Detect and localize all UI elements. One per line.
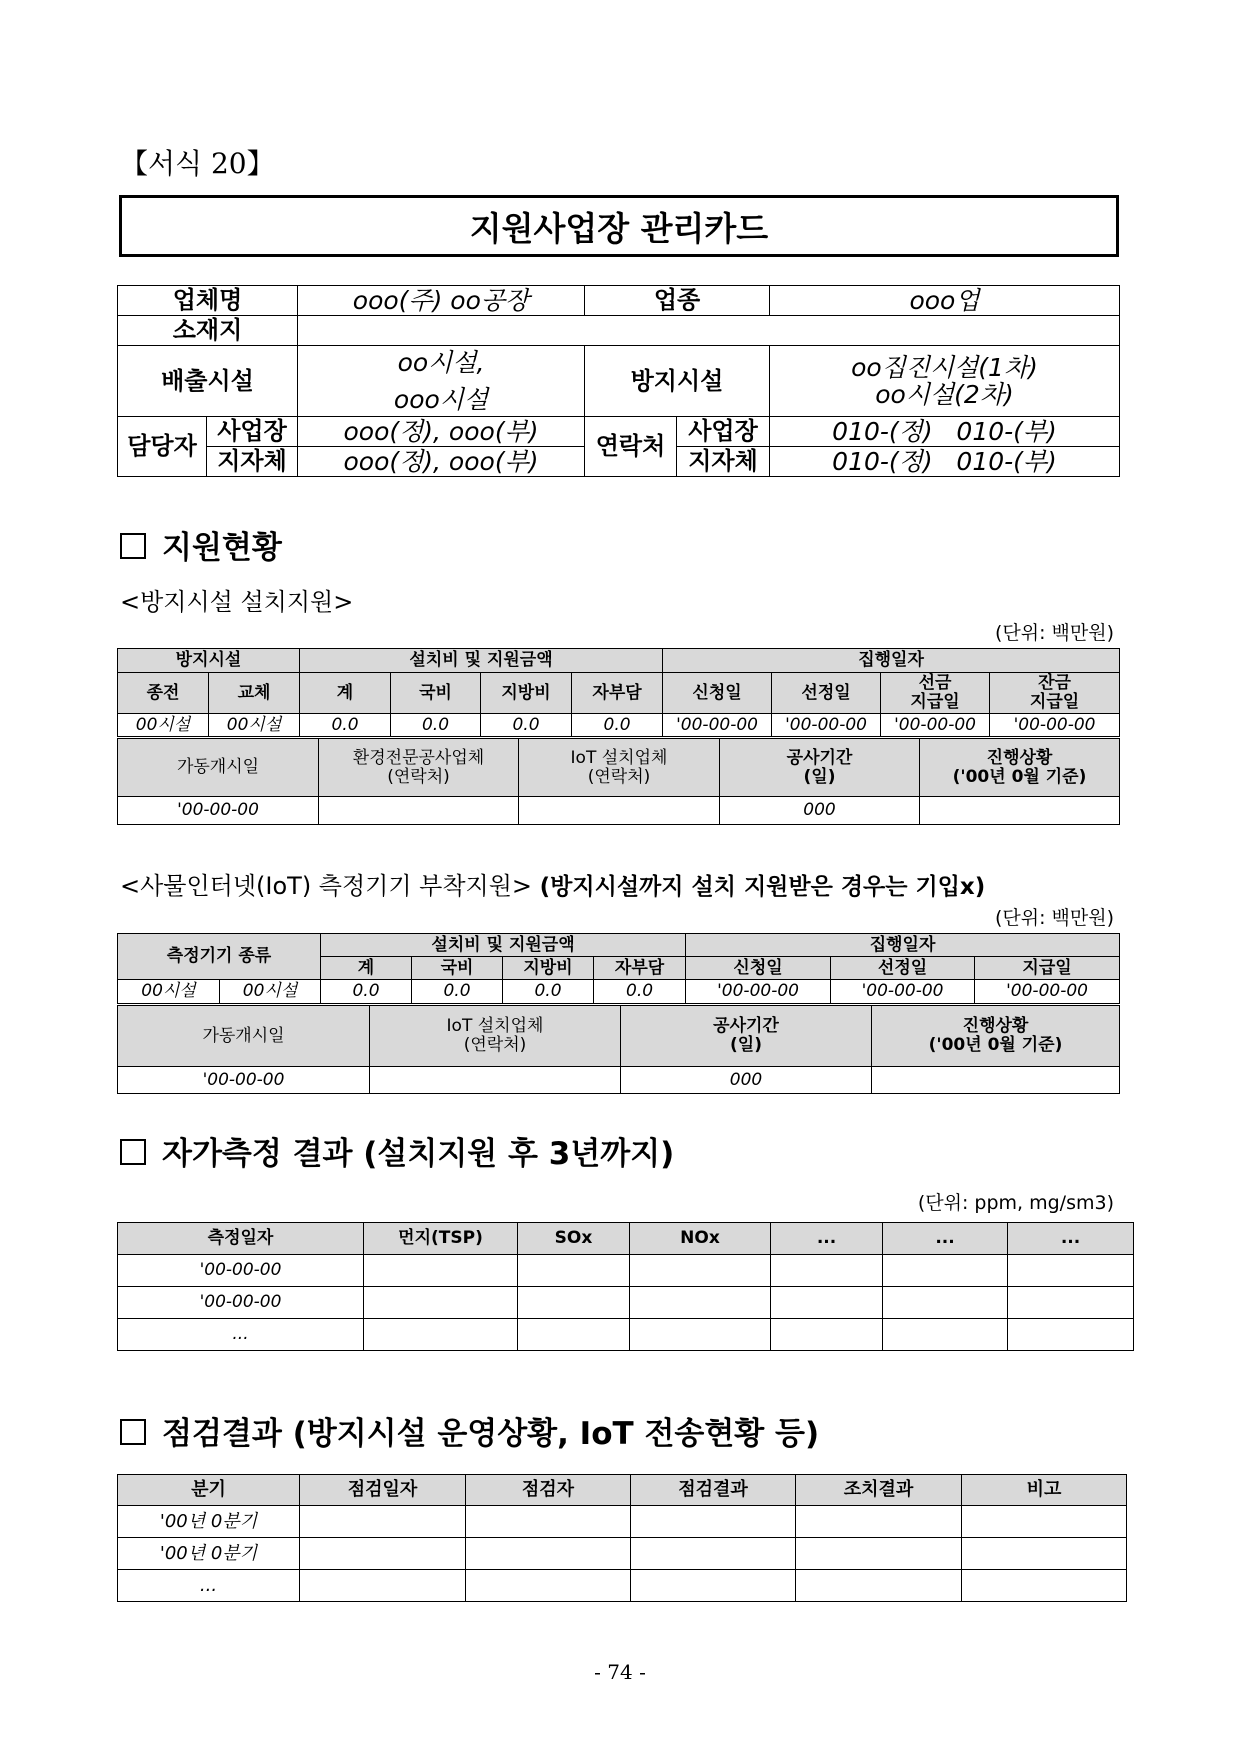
self-measure-header-1: 먼지(TSP): [364, 1223, 518, 1255]
col-period-line-1: 공사기간: [713, 1016, 779, 1037]
self-measure-row-label: ...: [118, 1319, 364, 1351]
self-measure-cell: [883, 1319, 1008, 1351]
prevention-facility-line-1: oo집진시설(1차): [851, 352, 1038, 382]
iot-subtitle-plain: <사물인터넷(IoT) 측정기기 부착지원>: [120, 872, 533, 900]
col-iot-line-2: (연락처): [587, 766, 651, 787]
self-measure-cell: [518, 1319, 630, 1351]
col-facility: 방지시설: [118, 649, 300, 673]
col-cost: 설치비 및 지원금액: [300, 649, 663, 673]
col-balance-pay: [990, 673, 1120, 714]
inspection-header-5: 비고: [962, 1475, 1127, 1506]
install-support-table: [117, 648, 1120, 737]
inspection-row-label: '00년 0분기: [118, 1538, 300, 1570]
col-env-company: [319, 739, 519, 797]
cell-balance-date: '00-00-00: [990, 714, 1120, 737]
cell-period: 000: [720, 797, 920, 825]
company-name-label: 업체명: [118, 286, 298, 316]
col-start-date: 가동개시일: [118, 739, 319, 797]
self-measure-cell: [630, 1287, 771, 1319]
cell-device-1: 00시설: [118, 980, 220, 1004]
self-measure-cell: [364, 1319, 518, 1351]
col-cost: 설치비 및 지원금액: [321, 934, 686, 957]
cell-before: 00시설: [118, 714, 209, 737]
cell-total: 0.0: [321, 980, 412, 1004]
cell-apply-date: '00-00-00: [663, 714, 772, 737]
inspection-cell: [631, 1570, 796, 1602]
self-measure-cell: [518, 1287, 630, 1319]
iot-support-table: [117, 933, 1120, 1004]
col-period: [720, 739, 920, 797]
cell-select-date: '00-00-00: [831, 980, 975, 1004]
self-measure-cell: [364, 1255, 518, 1287]
inspection-cell: [466, 1506, 631, 1538]
checkbox-square-icon: [120, 533, 146, 559]
self-measure-cell: [883, 1287, 1008, 1319]
inspection-cell: [466, 1570, 631, 1602]
col-local: 지방비: [481, 673, 572, 714]
col-pay-date: 지급일: [975, 957, 1120, 980]
inspection-cell: [300, 1570, 466, 1602]
self-measure-table: [117, 1222, 1134, 1351]
col-replace: 교체: [209, 673, 300, 714]
cell-progress: [920, 797, 1120, 825]
cell-advance-date: '00-00-00: [881, 714, 990, 737]
inspection-cell: [962, 1506, 1127, 1538]
col-select-date: 선정일: [772, 673, 881, 714]
self-measure-header-0: 측정일자: [118, 1223, 364, 1255]
col-start-date: 가동개시일: [118, 1006, 370, 1067]
checkbox-square-icon: [120, 1139, 146, 1165]
col-progress: [872, 1006, 1120, 1067]
self-measure-header-2: SOx: [518, 1223, 630, 1255]
col-iot-line-1: IoT 설치업체: [446, 1016, 544, 1037]
iot-support-table-2: [117, 1005, 1120, 1094]
cell-start-date: '00-00-00: [118, 797, 319, 825]
col-env-line-1: 환경전문공사업체: [352, 747, 485, 768]
manager-local-label: 지자체: [207, 447, 298, 477]
inspection-cell: [796, 1506, 962, 1538]
cell-local: 0.0: [503, 980, 594, 1004]
cell-progress: [872, 1067, 1120, 1094]
emission-facility-line-1: oo시설,: [397, 347, 485, 377]
self-measure-cell: [630, 1255, 771, 1287]
col-select-date: 선정일: [831, 957, 975, 980]
col-exec-date: 집행일자: [663, 649, 1120, 673]
col-iot-company: [519, 739, 720, 797]
col-balance-line-1: 잔금: [1038, 673, 1071, 694]
col-period-line-2: (일): [730, 1035, 762, 1055]
col-self: 자부담: [594, 957, 686, 980]
self-measure-cell: [630, 1319, 771, 1351]
inspection-row-label: '00년 0분기: [118, 1506, 300, 1538]
self-measure-cell: [1008, 1255, 1134, 1287]
col-progress-line-2: ('00년 0월 기준): [952, 766, 1087, 787]
self-measure-header-3: NOx: [630, 1223, 771, 1255]
col-balance-line-2: 지급일: [1029, 692, 1080, 712]
manager-local-value: ooo(정), ooo(부): [298, 447, 585, 477]
page-number: - 74 -: [594, 1660, 646, 1684]
self-measure-row-label: '00-00-00: [118, 1255, 364, 1287]
inspection-cell: [631, 1538, 796, 1570]
inspection-table: [117, 1474, 1127, 1602]
cell-apply-date: '00-00-00: [686, 980, 831, 1004]
cell-pay-date: '00-00-00: [975, 980, 1120, 1004]
inspection-cell: [796, 1570, 962, 1602]
install-unit-label: (단위: 백만원): [994, 622, 1114, 644]
col-env-line-2: (연락처): [387, 766, 450, 787]
install-support-subtitle: <방지시설 설치지원>: [120, 588, 354, 616]
col-national: 국비: [412, 957, 503, 980]
self-measure-cell: [364, 1287, 518, 1319]
inspection-cell: [466, 1538, 631, 1570]
prevention-facility-line-2: oo시설(2차): [875, 380, 1014, 409]
cell-national: 0.0: [412, 980, 503, 1004]
support-section-heading: [120, 522, 282, 567]
col-iot-line-2: (연락처): [463, 1035, 527, 1055]
self-measure-cell: [771, 1319, 883, 1351]
self-measure-heading: [120, 1128, 674, 1173]
col-period-line-1: 공사기간: [786, 747, 853, 768]
col-iot-line-1: IoT 설치업체: [570, 747, 668, 768]
company-info-table: [117, 285, 1120, 477]
col-progress-line-1: 진행상황: [986, 747, 1053, 768]
col-period: [621, 1006, 872, 1067]
emission-facility-label: 배출시설: [118, 346, 298, 417]
location-value: [298, 316, 1120, 346]
cell-total: 0.0: [300, 714, 391, 737]
self-measure-header-6: ...: [1008, 1223, 1134, 1255]
inspection-heading: [120, 1408, 819, 1453]
industry-label: 업종: [585, 286, 770, 316]
location-label: 소재지: [118, 316, 298, 346]
prevention-facility-value: [770, 346, 1120, 417]
inspection-cell: [631, 1506, 796, 1538]
inspection-row-label: ...: [118, 1570, 300, 1602]
prevention-facility-label: 방지시설: [585, 346, 770, 417]
col-apply-date: 신청일: [663, 673, 772, 714]
manager-site-label: 사업장: [207, 417, 298, 447]
col-exec-date: 집행일자: [686, 934, 1120, 957]
industry-value: ooo업: [770, 286, 1120, 316]
col-self: 자부담: [572, 673, 663, 714]
col-before: 종전: [118, 673, 209, 714]
self-measure-cell: [771, 1287, 883, 1319]
contact-site-label: 사업장: [677, 417, 770, 447]
contact-label: 연락처: [585, 417, 677, 477]
self-measure-header-4: ...: [771, 1223, 883, 1255]
inspection-cell: [962, 1538, 1127, 1570]
form-label: 【서식 20】: [120, 147, 275, 180]
iot-support-subtitle: [120, 866, 985, 901]
cell-national: 0.0: [391, 714, 481, 737]
inspection-cell: [796, 1538, 962, 1570]
cell-self: 0.0: [572, 714, 663, 737]
col-national: 국비: [391, 673, 481, 714]
iot-unit-label: (단위: 백만원): [994, 907, 1114, 929]
inspection-heading-text: 점검결과 (방지시설 운영상황, IoT 전송현황 등): [162, 1416, 820, 1452]
self-measure-unit-label: (단위: ppm, mg/sm3): [917, 1192, 1114, 1214]
col-progress-line-2: ('00년 0월 기준): [928, 1035, 1063, 1055]
inspection-header-0: 분기: [118, 1475, 300, 1506]
inspection-header-1: 점검일자: [300, 1475, 466, 1506]
col-advance-line-1: 선금: [918, 673, 952, 694]
inspection-header-4: 조치결과: [796, 1475, 962, 1506]
self-measure-cell: [518, 1255, 630, 1287]
contact-local-value: 010-(정) 010-(부): [770, 447, 1120, 477]
inspection-cell: [300, 1538, 466, 1570]
self-measure-cell: [771, 1255, 883, 1287]
inspection-cell: [962, 1570, 1127, 1602]
cell-local: 0.0: [481, 714, 572, 737]
col-advance-line-2: 지급일: [910, 692, 960, 712]
self-measure-heading-text: 자가측정 결과 (설치지원 후 3년까지): [162, 1136, 675, 1172]
self-measure-cell: [1008, 1319, 1134, 1351]
self-measure-row-label: '00-00-00: [118, 1287, 364, 1319]
manager-label: 담당자: [118, 417, 207, 477]
col-apply-date: 신청일: [686, 957, 831, 980]
col-progress: [920, 739, 1120, 797]
col-total: 계: [321, 957, 412, 980]
cell-iot-company: [370, 1067, 621, 1094]
cell-iot-company: [519, 797, 720, 825]
col-progress-line-1: 진행상황: [962, 1016, 1029, 1037]
emission-facility-line-2: ooo시설: [393, 385, 489, 414]
checkbox-square-icon: [120, 1419, 146, 1445]
cell-replace: 00시설: [209, 714, 300, 737]
col-advance-pay: [881, 673, 990, 714]
cell-period: 000: [621, 1067, 872, 1094]
self-measure-cell: [1008, 1287, 1134, 1319]
page-title: 지원사업장 관리카드: [119, 195, 1119, 257]
inspection-header-3: 점검결과: [631, 1475, 796, 1506]
self-measure-cell: [883, 1255, 1008, 1287]
cell-start-date: '00-00-00: [118, 1067, 370, 1094]
self-measure-header-5: ...: [883, 1223, 1008, 1255]
cell-self: 0.0: [594, 980, 686, 1004]
col-period-line-2: (일): [803, 766, 836, 787]
manager-site-value: ooo(정), ooo(부): [298, 417, 585, 447]
inspection-cell: [300, 1506, 466, 1538]
inspection-header-2: 점검자: [466, 1475, 631, 1506]
cell-device-2: 00시설: [220, 980, 321, 1004]
col-local: 지방비: [503, 957, 594, 980]
cell-env-company: [319, 797, 519, 825]
contact-local-label: 지자체: [677, 447, 770, 477]
company-name-value: ooo(주) oo공장: [298, 286, 585, 316]
col-total: 계: [300, 673, 391, 714]
emission-facility-value: [298, 346, 585, 417]
support-heading-text: 지원현황: [162, 530, 282, 566]
iot-subtitle-note: (방지시설까지 설치 지원받은 경우는 기입x): [539, 874, 986, 900]
col-iot-company: [370, 1006, 621, 1067]
install-support-table-2: [117, 738, 1120, 825]
cell-select-date: '00-00-00: [772, 714, 881, 737]
contact-site-value: 010-(정) 010-(부): [770, 417, 1120, 447]
col-device-type: 측정기기 종류: [118, 934, 321, 980]
